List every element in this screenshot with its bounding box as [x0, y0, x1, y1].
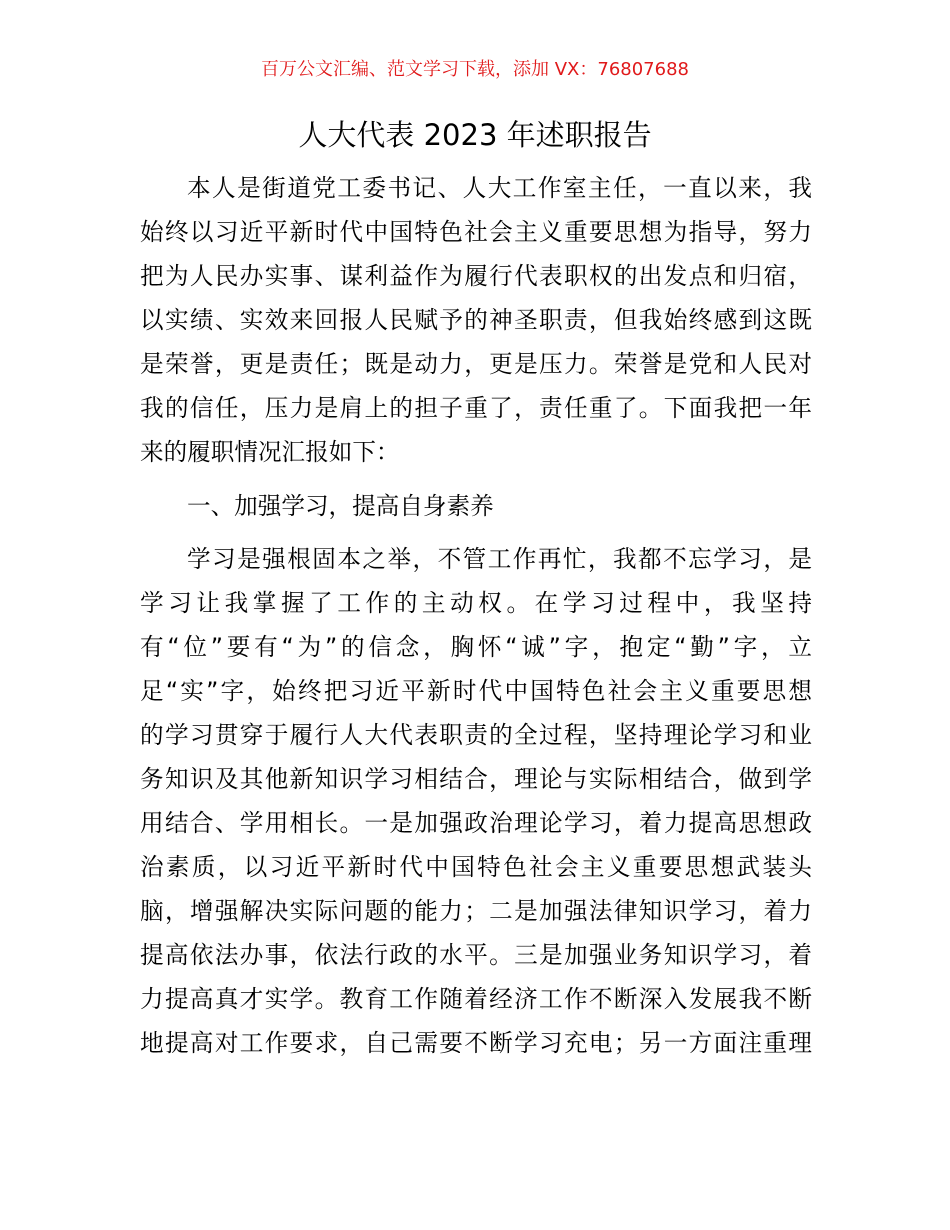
paragraph-2-line-10: 提高依法办事，依法行政的水平。三是加强业务知识学习，着: [140, 941, 812, 969]
paragraph-2-line-7: 用结合、学用相长。一是加强政治理论学习，着力提高思想政: [140, 809, 812, 837]
paragraph-2-line-11: 力提高真才实学。教育工作随着经济工作不断深入发展我不断: [140, 985, 812, 1013]
paragraph-2-line-2: 学习让我掌握了工作的主动权。在学习过程中，我坚持: [140, 589, 812, 617]
paragraph-1-line-2: 始终以习近平新时代中国特色社会主义重要思想为指导，努力: [140, 218, 812, 246]
paragraph-1-line-6: 我的信任，压力是肩上的担子重了，责任重了。下面我把一年: [140, 394, 812, 422]
paragraph-1-line-4: 以实绩、实效来回报人民赋予的神圣职责，但我始终感到这既: [140, 306, 812, 334]
section-heading-1: 一、加强学习，提高自身素养: [187, 492, 494, 520]
paragraph-2-line-6: 务知识及其他新知识学习相结合，理论与实际相结合，做到学: [140, 765, 812, 793]
paragraph-1-line-1: 本人是街道党工委书记、人大工作室主任，一直以来，我: [187, 174, 812, 202]
paragraph-2-line-1: 学习是强根固本之举，不管工作再忙，我都不忘学习，是: [187, 545, 812, 573]
paragraph-1-line-7: 来的履职情况汇报如下：: [140, 438, 400, 466]
paragraph-2-line-8: 治素质，以习近平新时代中国特色社会主义重要思想武装头: [140, 853, 812, 881]
paragraph-2-line-9: 脑，增强解决实际问题的能力；二是加强法律知识学习，着力: [140, 897, 812, 925]
paragraph-2-line-5: 的学习贯穿于履行人大代表职责的全过程，坚持理论学习和业: [140, 721, 812, 749]
paragraph-1-line-3: 把为人民办实事、谋利益作为履行代表职权的出发点和归宿，: [140, 262, 812, 290]
document-title: 人大代表 2023 年述职报告: [298, 118, 652, 152]
paragraph-1-line-5: 是荣誉，更是责任；既是动力，更是压力。荣誉是党和人民对: [140, 350, 812, 378]
watermark-header: 百万公文汇编、范文学习下载，添加 VX：76807688: [261, 59, 689, 80]
paragraph-2-line-4: 足“实”字，始终把习近平新时代中国特色社会主义重要思想: [140, 677, 812, 705]
paragraph-2-line-3: 有“位”要有“为”的信念，胸怀“诚”字，抱定“勤”字，立: [140, 633, 812, 661]
paragraph-2-line-12: 地提高对工作要求，自己需要不断学习充电；另一方面注重理: [140, 1029, 812, 1057]
